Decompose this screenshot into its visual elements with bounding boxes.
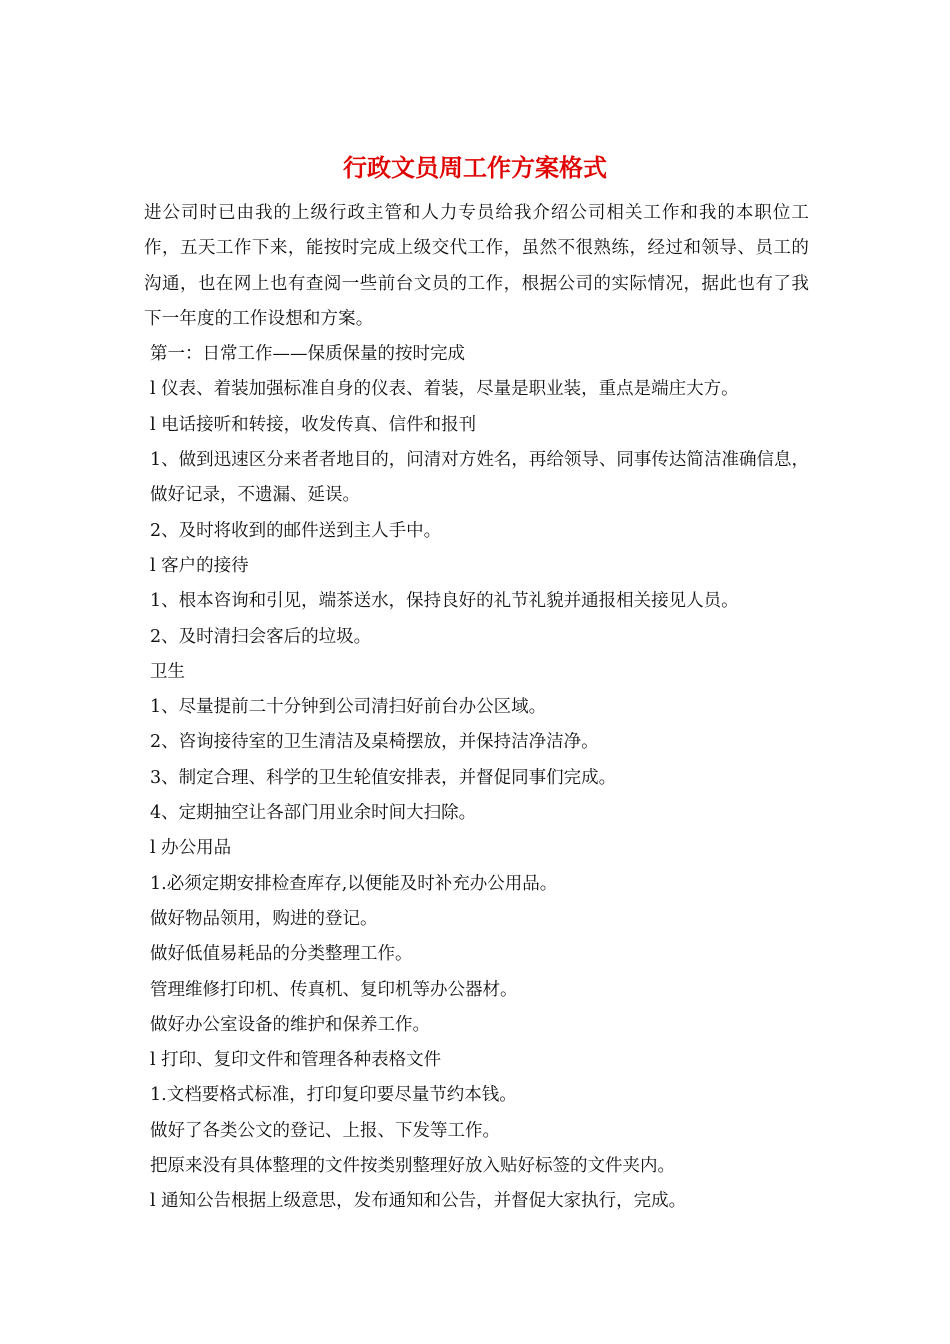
document-body bbox=[144, 196, 809, 1220]
item-office-supplies-4: 管理维修打印机、传真机、复印机等办公器材。 bbox=[150, 979, 518, 1000]
item-hygiene-1: 1、尽量提前二十分钟到公司清扫好前台办公区域。 bbox=[150, 697, 547, 718]
item-documents-2: 做好了各类公文的登记、上报、下发等工作。 bbox=[150, 1120, 500, 1141]
item-office-supplies-3: 做好低值易耗品的分类整理工作。 bbox=[150, 944, 413, 965]
item-phone-2: 2、及时将收到的邮件送到主人手中。 bbox=[150, 520, 442, 541]
item-office-supplies-2: 做好物品领用，购进的登记。 bbox=[150, 908, 378, 929]
item-hygiene: 卫生 bbox=[150, 661, 185, 682]
item-reception-1: 1、根本咨询和引见，端茶送水，保持良好的礼节礼貌并通报相关接见人员。 bbox=[150, 591, 739, 612]
item-office-supplies-5: 做好办公室设备的维护和保养工作。 bbox=[150, 1014, 430, 1035]
item-office-supplies: l 办公用品 bbox=[150, 838, 232, 859]
item-reception: l 客户的接待 bbox=[150, 555, 249, 576]
item-documents: l 打印、复印文件和管理各种表格文件 bbox=[150, 1050, 442, 1071]
document-title: 行政文员周工作方案格式 bbox=[343, 153, 607, 182]
item-phone: l 电话接听和转接，收发传真、信件和报刊 bbox=[150, 414, 477, 435]
item-hygiene-2: 2、咨询接待室的卫生清洁及桌椅摆放，并保持洁净洁净。 bbox=[150, 732, 599, 753]
item-appearance: l 仪表、着装加强标准自身的仪表、着装，尽量是职业装，重点是端庄大方。 bbox=[150, 379, 739, 400]
intro-paragraph: 进公司时已由我的上级行政主管和人力专员给我介绍公司相关工作和我的本职位工作，五天工作下来，能按时完成上级交代工作，虽然不很熟练，经过和领导、员工的沟通，也在网上也有查阅一些前台文员的工作，根据公司的实际情况，据此也有了我下一年度的工作设想和方案。 bbox=[144, 203, 809, 329]
item-reception-2: 2、及时清扫会客后的垃圾。 bbox=[150, 626, 372, 647]
item-hygiene-3: 3、制定合理、科学的卫生轮值安排表，并督促同事们完成。 bbox=[150, 767, 617, 788]
item-notices: l 通知公告根据上级意思，发布通知和公告，并督促大家执行，完成。 bbox=[150, 1191, 687, 1212]
item-documents-3: 把原来没有具体整理的文件按类别整理好放入贴好标签的文件夹内。 bbox=[150, 1156, 675, 1177]
item-office-supplies-1: 1.必须定期安排检查库存,以便能及时补充办公用品。 bbox=[150, 873, 558, 894]
item-phone-1: 1、做到迅速区分来者者地目的，问清对方姓名，再给领导、同事传达简洁准确信息，做好记录，不遗漏、延误。 bbox=[150, 450, 809, 506]
item-documents-1: 1.文档要格式标准，打印复印要尽量节约本钱。 bbox=[150, 1085, 517, 1106]
item-hygiene-4: 4、定期抽空让各部门用业余时间大扫除。 bbox=[150, 803, 477, 824]
section-heading-daily-work: 第一：日常工作——保质保量的按时完成 bbox=[150, 344, 465, 365]
